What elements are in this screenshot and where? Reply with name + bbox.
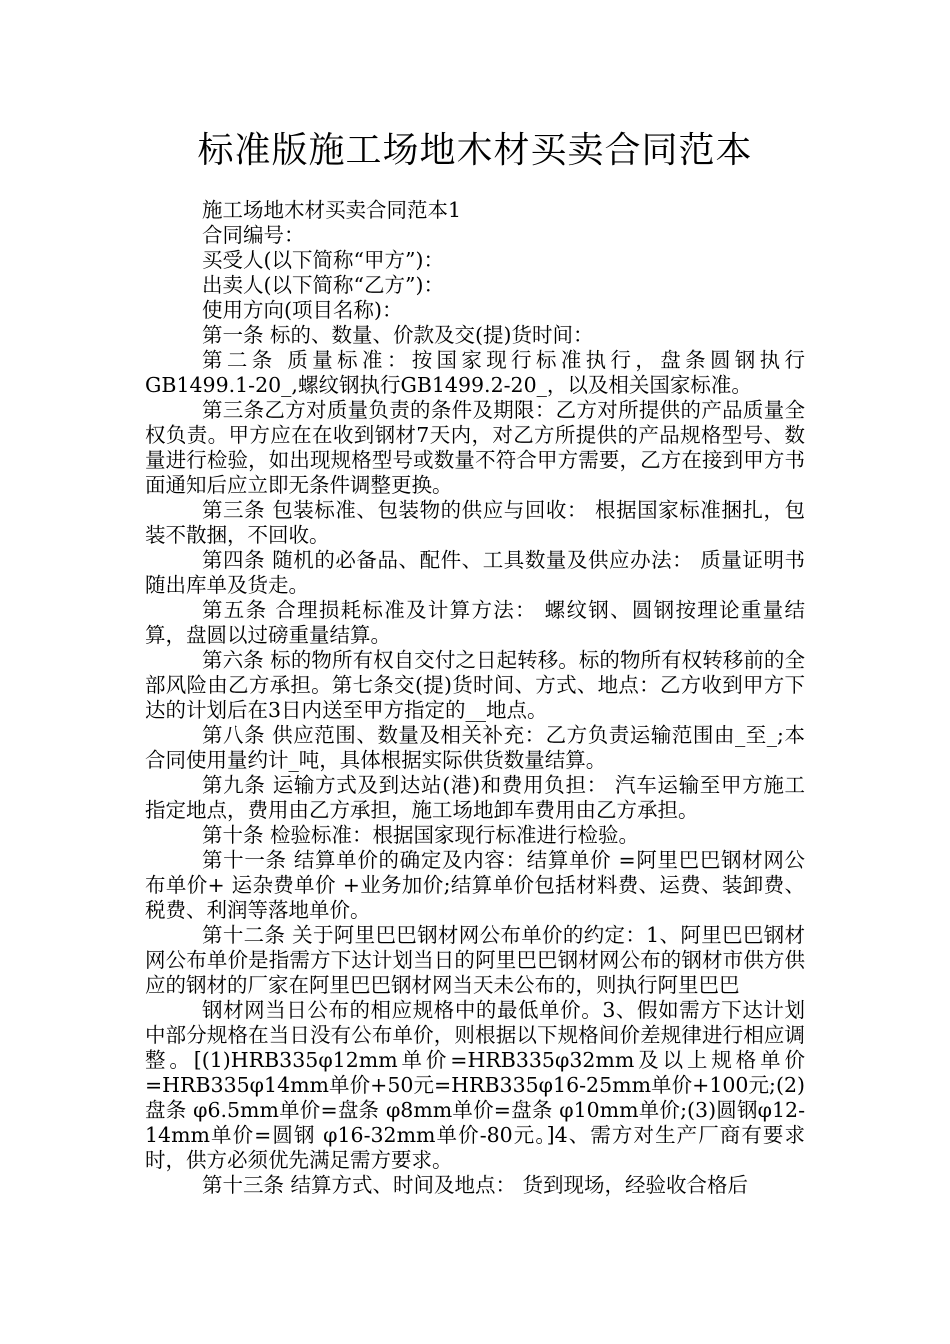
paragraph-article-11: 第十一条 结算单价的确定及内容：结算单价 =阿里巴巴钢材网公布单价+ 运杂费单价 +业务加价;结算单价包括材料费、运费、装卸费、税费、利润等落地单价。 — [145, 848, 805, 922]
paragraph-article-9: 第九条 运输方式及到达站(港)和费用负担： 汽车运输至甲方施工指定地点，费用由乙方承担，施工场地卸车费用由乙方承担。 — [145, 773, 805, 822]
paragraph-article-6: 第六条 标的物所有权自交付之日起转移。标的物所有权转移前的全部风险由乙方承担。第七条交(提)货时间、方式、地点：乙方收到甲方下达的计划后在3日内送至甲方指定的__地点。 — [145, 648, 805, 722]
paragraph-article-13: 第十三条 结算方式、时间及地点： 货到现场，经验收合格后 — [202, 1173, 749, 1197]
paragraph-buyer: 买受人(以下简称“甲方”)： — [202, 248, 444, 272]
paragraph-article-3-quality: 第三条乙方对质量负责的条件及期限：乙方对所提供的产品质量全权负责。甲方应在在收到钢材7天内，对乙方所提供的产品规格型号、数量进行检验，如出现规格型号或数量不符合甲方需要，乙方在接到甲方书面通知后应立即无条件调整更换。 — [145, 398, 805, 497]
document-body — [145, 198, 805, 1198]
paragraph-project: 使用方向(项目名称)： — [202, 298, 403, 322]
paragraph-article-3-packaging: 第三条 包装标准、包装物的供应与回收： 根据国家标准捆扎，包装不散捆，不回收。 — [145, 498, 805, 547]
paragraph-article-1: 第一条 标的、数量、价款及交(提)货时间： — [202, 323, 594, 347]
paragraph-article-12-continued: 钢材网当日公布的相应规格中的最低单价。3、假如需方下达计划中部分规格在当日没有公布单价，则根据以下规格间价差规律进行相应调整。[(1)HRB335φ12mm单价=HRB335φ32mm及以上规格单价=HRB335φ14mm单价+50元=HRB335φ16-25mm单价+100元;(2)盘条 φ6.5mm单价=盘条 φ8mm单价=盘条 φ10mm单价;(3)圆钢φ12-14mm单价=圆钢 φ16-32mm单价-80元。]4、需方对生产厂商有要求时，供方必须优先满足需方要求。 — [145, 998, 805, 1172]
paragraph-article-2: 第二条 质量标准：按国家现行标准执行，盘条圆钢执行GB1499.1-20_,螺纹钢执行GB1499.2-20_，以及相关国家标准。 — [145, 348, 805, 397]
paragraph-article-5: 第五条 合理损耗标准及计算方法： 螺纹钢、圆钢按理论重量结算，盘圆以过磅重量结算。 — [145, 598, 805, 647]
paragraph-article-8: 第八条 供应范围、数量及相关补充：乙方负责运输范围由_至_;本合同使用量约计_吨，具体根据实际供货数量结算。 — [145, 723, 805, 772]
paragraph-contract-number: 合同编号： — [202, 223, 305, 247]
paragraph-article-4: 第四条 随机的必备品、配件、工具数量及供应办法： 质量证明书随出库单及货走。 — [145, 548, 805, 597]
paragraph-article-12: 第十二条 关于阿里巴巴钢材网公布单价的约定：1、阿里巴巴钢材网公布单价是指需方下达计划当日的阿里巴巴钢材网公布的钢材市供方供应的钢材的厂家在阿里巴巴钢材网当天未公布的，则执行阿里巴巴 — [145, 923, 805, 997]
paragraph-article-10: 第十条 检验标准：根据国家现行标准进行检验。 — [202, 823, 640, 847]
document-title: 标准版施工场地木材买卖合同范本 — [197, 130, 753, 171]
paragraph-contract-heading: 施工场地木材买卖合同范本1 — [202, 198, 462, 222]
paragraph-seller: 出卖人(以下简称“乙方”)： — [202, 273, 444, 297]
